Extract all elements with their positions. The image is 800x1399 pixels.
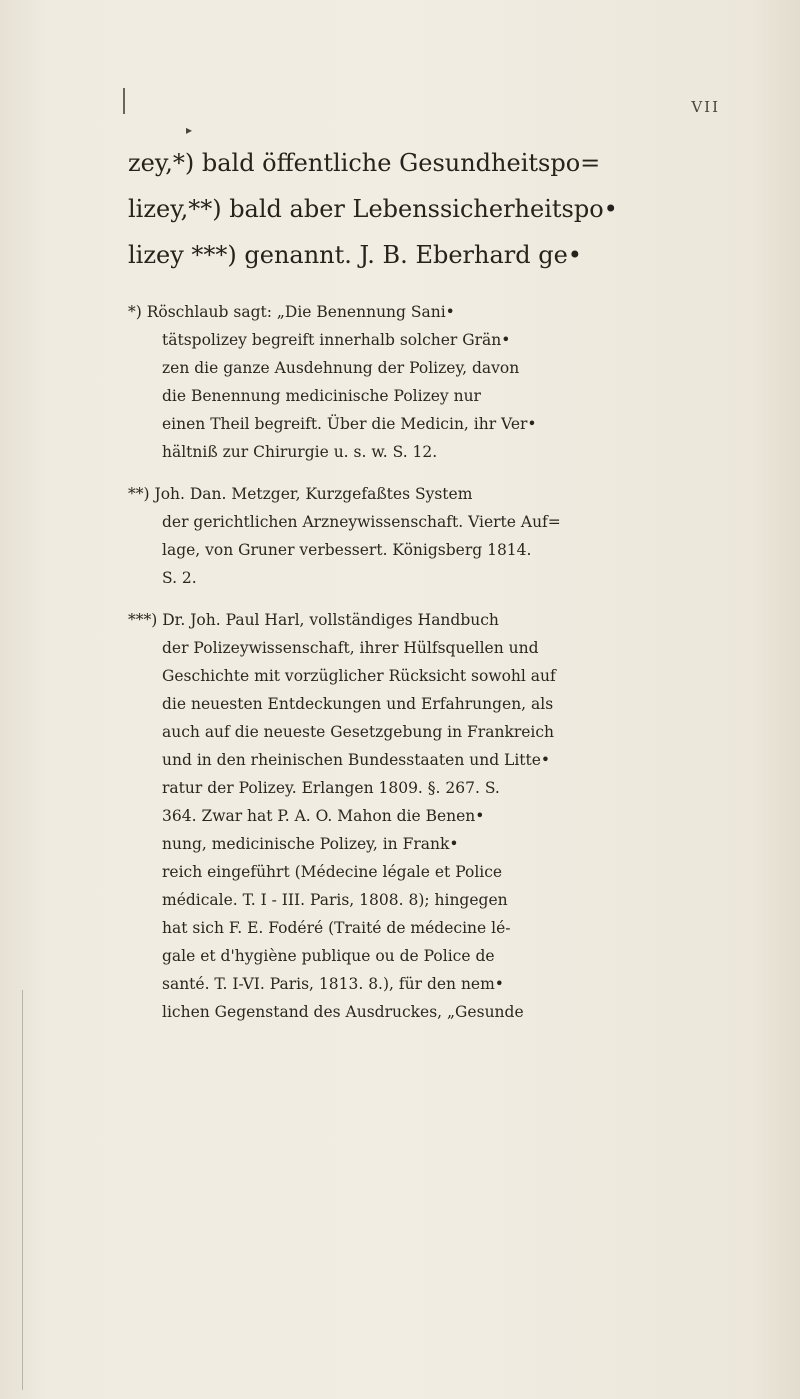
- footnote-line: hältniß zur Chirurgie u. s. w. S. 12.: [162, 443, 438, 461]
- footnote-line: santé. T. I-VI. Paris, 1813. 8.), für den nem•: [162, 975, 504, 993]
- page-number: VII: [691, 98, 720, 116]
- footnote-line: lichen Gegenstand des Ausdruckes, „Gesunde: [162, 1003, 524, 1021]
- footnote-2: [128, 480, 733, 592]
- page-edge-line: [22, 990, 23, 1390]
- footnote-line: gale et d'hygiène publique ou de Police de: [162, 947, 495, 965]
- footnote-line: *) Röschlaub sagt: „Die Benennung Sani•: [128, 303, 455, 321]
- footnote-line: ***) Dr. Joh. Paul Harl, vollständiges Handbuch: [128, 611, 499, 629]
- footnotes: [128, 298, 733, 1040]
- footnote-line: **) Joh. Dan. Metzger, Kurzgefaßtes System: [128, 485, 473, 503]
- main-text-line: lizey ***) genannt. J. B. Eberhard ge•: [128, 241, 582, 269]
- footnote-line: die Benennung medicinische Polizey nur: [162, 387, 481, 405]
- footnote-line: die neuesten Entdeckungen und Erfahrungen, als: [162, 695, 554, 713]
- footnote-line: einen Theil begreift. Über die Medicin, ihr Ver•: [162, 415, 537, 433]
- main-text-line: lizey,**) bald aber Lebenssicherheitspo•: [128, 195, 618, 223]
- margin-arrow-mark: ▸: [186, 123, 193, 137]
- footnote-1: [128, 298, 733, 466]
- main-text-line: zey,*) bald öffentliche Gesundheitspo=: [128, 149, 601, 177]
- footnote-line: und in den rheinischen Bundesstaaten und Litte•: [162, 751, 551, 769]
- footnote-line: tätspolizey begreift innerhalb solcher Grän•: [162, 331, 511, 349]
- footnote-line: nung, medicinische Polizey, in Frank•: [162, 835, 459, 853]
- margin-mark: [123, 88, 125, 114]
- footnote-3: [128, 606, 733, 1026]
- main-text: [128, 140, 728, 278]
- footnote-line: médicale. T. I - III. Paris, 1808. 8); hingegen: [162, 891, 508, 909]
- footnote-line: auch auf die neueste Gesetzgebung in Frankreich: [162, 723, 555, 741]
- footnote-line: 364. Zwar hat P. A. O. Mahon die Benen•: [162, 807, 485, 825]
- footnote-line: zen die ganze Ausdehnung der Polizey, davon: [162, 359, 520, 377]
- footnote-line: S. 2.: [162, 569, 197, 587]
- footnote-line: hat sich F. E. Fodéré (Traité de médecine lé-: [162, 919, 511, 937]
- footnote-line: Geschichte mit vorzüglicher Rücksicht sowohl auf: [162, 667, 556, 685]
- footnote-line: ratur der Polizey. Erlangen 1809. §. 267. S.: [162, 779, 500, 797]
- footnote-line: lage, von Gruner verbessert. Königsberg 1814.: [162, 541, 532, 559]
- footnote-line: der Polizeywissenschaft, ihrer Hülfsquellen und: [162, 639, 539, 657]
- footnote-line: reich eingeführt (Médecine légale et Police: [162, 863, 503, 881]
- footnote-line: der gerichtlichen Arzneywissenschaft. Vierte Auf=: [162, 513, 561, 531]
